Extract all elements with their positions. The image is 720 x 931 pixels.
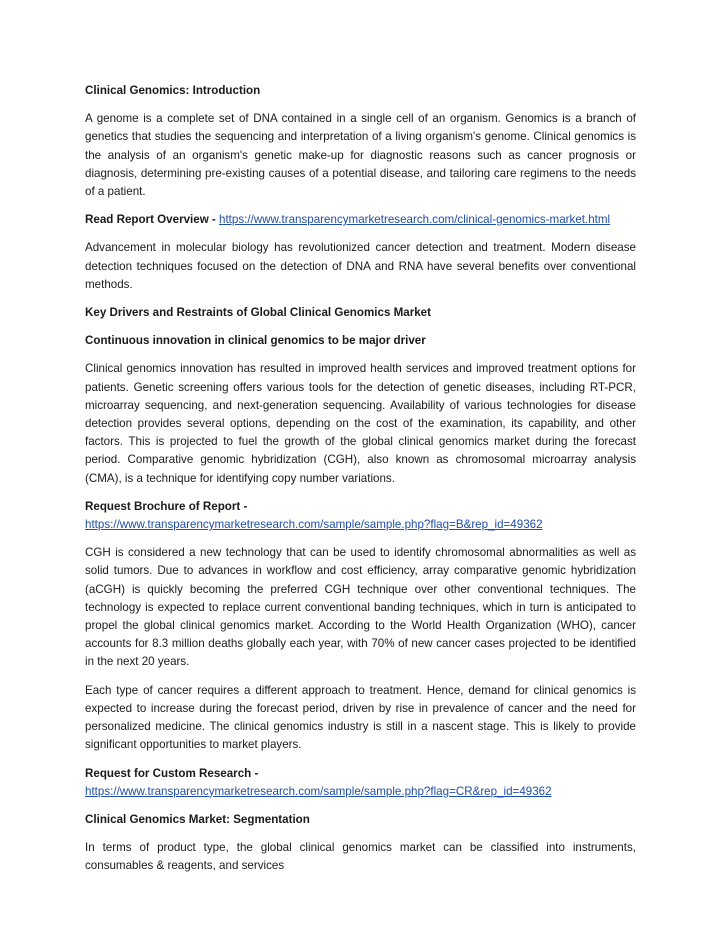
innovation-subheading: Continuous innovation in clinical genomics to be major driver bbox=[85, 334, 426, 348]
intro-heading: Clinical Genomics: Introduction bbox=[85, 84, 261, 97]
custom-research-label: Request for Custom Research - bbox=[85, 766, 259, 780]
cancer-paragraph: Each type of cancer requires a different approach to treatment. Hence, demand for clinical genomics is expected to increase during the forecast period, driven by rise in prevalence of cancer and the need for personalized medicine. The clinical genomics industry is still in a nascent stage. This is likely to provide significant opportunities to market players. bbox=[85, 683, 636, 752]
advancement-paragraph: Advancement in molecular biology has revolutionized cancer detection and treatment. Modern disease detection techniques focused on the detection of DNA and RNA have several benefits over conventional methods. bbox=[85, 241, 636, 291]
report-overview-link[interactable]: https://www.transparencymarketresearch.com/clinical-genomics-market.html bbox=[219, 213, 611, 227]
intro-paragraph: A genome is a complete set of DNA contained in a single cell of an organism. Genomics is a branch of genetics that studies the sequencing and interpretation of a living organism's genome. Clinical genomics is the analysis of an organism's genetic make-up for diagnostic reasons such as cancer prognosis or diagnosis, determining pre-existing causes of a potential disease, and tailoring care regimens to the needs of a patient. bbox=[85, 112, 636, 199]
segmentation-paragraph: In terms of product type, the global clinical genomics market can be classified into instruments, consumables & reagents, and services bbox=[85, 841, 636, 873]
custom-research-block bbox=[85, 765, 636, 801]
brochure-label: Request Brochure of Report - bbox=[85, 499, 248, 513]
custom-research-link[interactable]: https://www.transparencymarketresearch.com/sample/sample.php?flag=CR&rep_id=49362 bbox=[85, 784, 552, 798]
report-overview-line bbox=[85, 211, 636, 229]
innovation-paragraph: Clinical genomics innovation has resulted in improved health services and improved treatment options for patients. Genetic screening offers various tools for the detection of genetic diseases, including RT-PCR, microarray sequencing, and next-generation sequencing. Availability of various technologies for disease detection provides several options, depending on the cost of the examination, its capability, and other factors. This is projected to fuel the growth of the global clinical genomics market during the forecast period. Comparative genomic hybridization (CGH), also known as chromosomal microarray analysis (CMA), is a technique for identifying copy number variations. bbox=[85, 362, 636, 485]
drivers-heading: Key Drivers and Restraints of Global Clinical Genomics Market bbox=[85, 306, 431, 320]
cgh-paragraph: CGH is considered a new technology that can be used to identify chromosomal abnormalities as well as solid tumors. Due to advances in workflow and cost efficiency, array comparative genomic hybridization (aCGH) is quickly becoming the preferred CGH technique over other conventional techniques. The technology is expected to replace current conventional banding techniques, which in turn is anticipated to propel the global clinical genomics market. According to the World Health Organization (WHO), cancer accounts for 8.3 million deaths globally each year, with 70% of new cancer cases projected to be identified in the next 20 years. bbox=[85, 546, 636, 669]
brochure-link[interactable]: https://www.transparencymarketresearch.com/sample/sample.php?flag=B&rep_id=49362 bbox=[85, 518, 543, 532]
brochure-block bbox=[85, 498, 636, 534]
segmentation-heading: Clinical Genomics Market: Segmentation bbox=[85, 812, 310, 826]
report-overview-label: Read Report Overview - bbox=[85, 213, 220, 227]
